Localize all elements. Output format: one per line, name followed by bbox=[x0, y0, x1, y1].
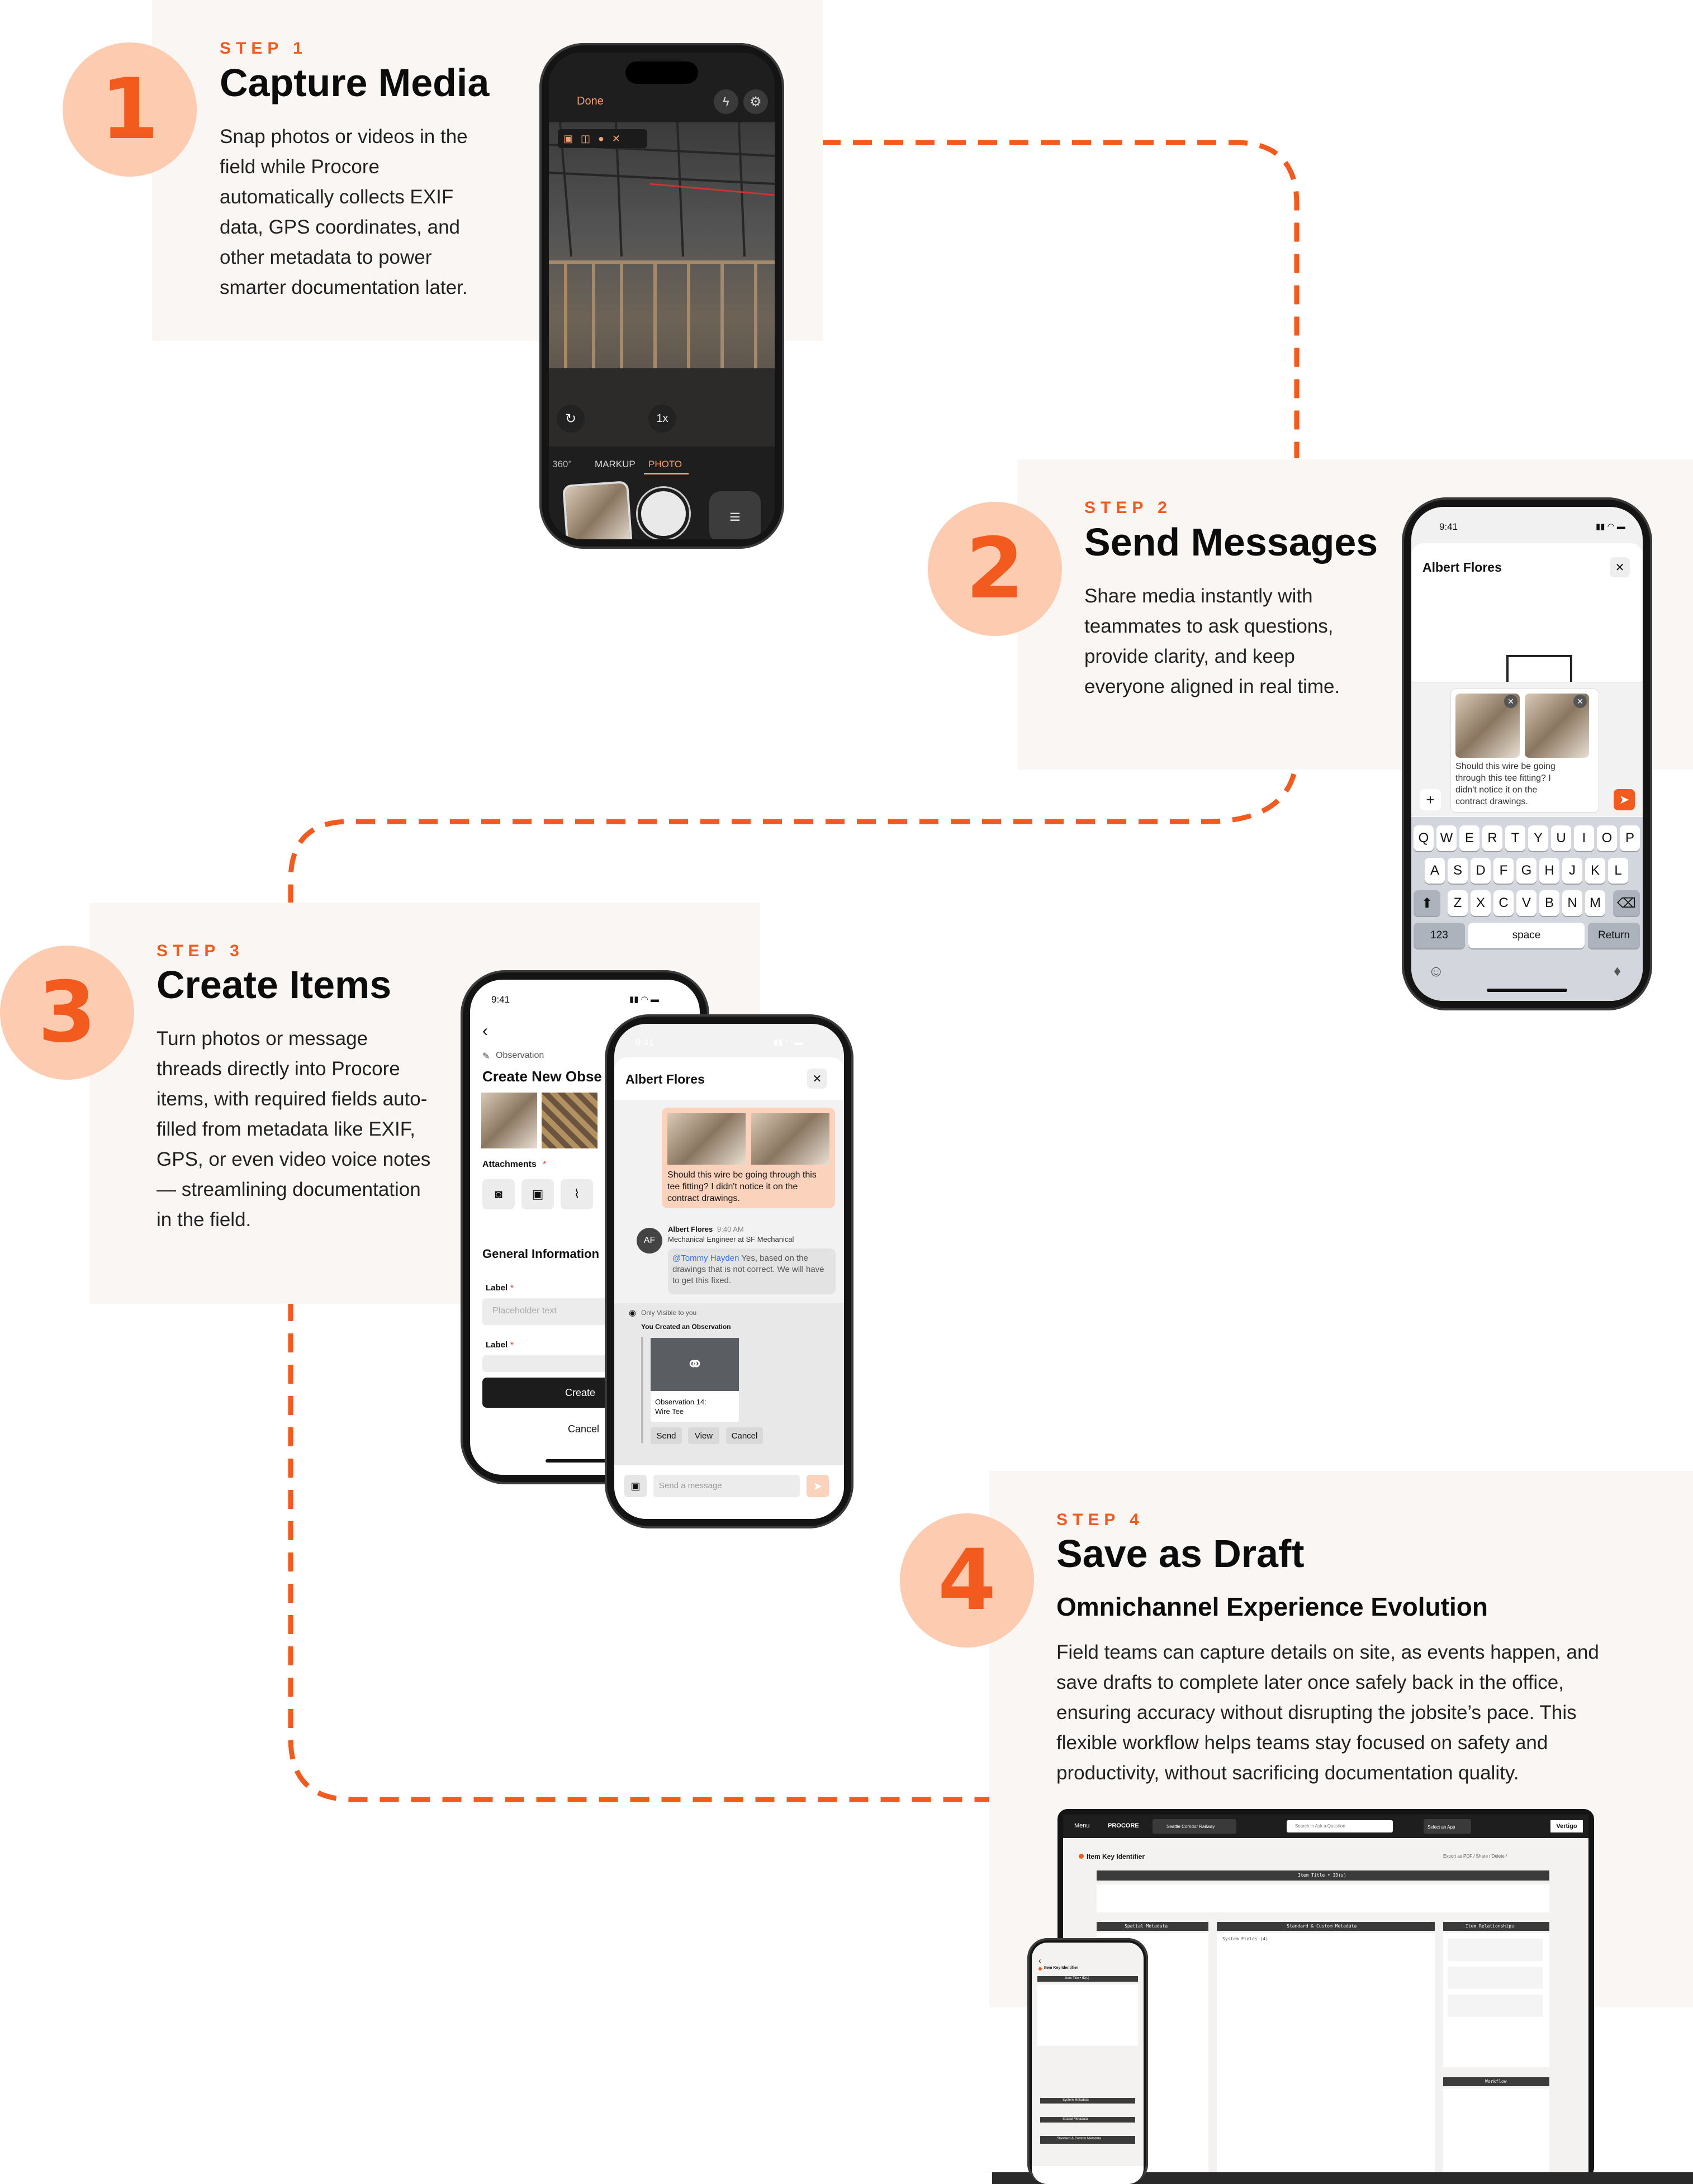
gallery-icon[interactable]: ▣ bbox=[521, 1179, 554, 1209]
observation-chat-phone bbox=[605, 1014, 853, 1528]
search-placeholder: Search in Ask a Question bbox=[1295, 1824, 1345, 1829]
section-heading: General Information bbox=[482, 1247, 600, 1261]
key-l[interactable]: L bbox=[1608, 858, 1628, 884]
step3-number: 3 bbox=[37, 964, 97, 1061]
numbers-key[interactable]: 123 bbox=[1414, 923, 1465, 948]
observation-card-image bbox=[651, 1338, 739, 1391]
view-action-button[interactable]: View bbox=[688, 1427, 719, 1444]
step4-number: 4 bbox=[937, 1532, 997, 1629]
step3-title: Create Items bbox=[157, 963, 392, 1006]
step1-title: Capture Media bbox=[220, 61, 490, 105]
breadcrumb[interactable]: Observation bbox=[496, 1051, 544, 1060]
step3-label: STEP 3 bbox=[157, 942, 244, 960]
key-v[interactable]: V bbox=[1516, 890, 1536, 916]
status-icons: ▮▮ ◠ ▬ bbox=[774, 1038, 803, 1047]
remove-attachment-icon[interactable]: ✕ bbox=[1504, 695, 1517, 708]
key-p[interactable]: P bbox=[1620, 825, 1640, 851]
home-indicator bbox=[1487, 989, 1567, 992]
reply-text: Yes, based on the drawings that is not correct. We will have to get this fixed. bbox=[672, 1254, 824, 1285]
step1-description: Snap photos or videos in the field while Procore automatically collects EXIF data, GPS coordinates, and other metadata to power smarter documentation later. bbox=[220, 126, 468, 298]
avatar: AF bbox=[637, 1228, 662, 1254]
draft-status-dot bbox=[1079, 1854, 1084, 1859]
flip-camera-icon[interactable]: ↻ bbox=[557, 405, 585, 433]
relationship-card[interactable] bbox=[1448, 1939, 1543, 1961]
shift-key[interactable]: ⬆ bbox=[1414, 890, 1440, 916]
step2-number: 2 bbox=[965, 520, 1025, 618]
message-draft-bubble[interactable] bbox=[1450, 689, 1599, 813]
mobile-tab-bar bbox=[1032, 2166, 1144, 2184]
mobile-section-label: Standard & Custom Metadata bbox=[1057, 2137, 1102, 2140]
send-action-button[interactable]: Send bbox=[651, 1427, 682, 1444]
menu-button[interactable]: Menu bbox=[1074, 1822, 1090, 1829]
observation-chat-screen bbox=[614, 1024, 844, 1519]
draft-mobile-phone bbox=[1027, 1938, 1148, 2184]
attachment-photo-1[interactable] bbox=[481, 1093, 537, 1148]
mobile-section-label: Spatial Metadata bbox=[1063, 2117, 1088, 2121]
system-fields-row[interactable]: System Fields (4) bbox=[1222, 1936, 1268, 1941]
key-t[interactable]: T bbox=[1505, 825, 1525, 851]
status-time: 9:41 bbox=[491, 994, 510, 1005]
draft-message-text: Should this wire be going through this tee fitting? I didn't notice it on the contract drawings. bbox=[1455, 762, 1556, 806]
flash-icon[interactable]: ϟ bbox=[714, 89, 738, 114]
key-a[interactable]: A bbox=[1425, 858, 1445, 884]
create-button-label: Create bbox=[565, 1387, 596, 1398]
eye-icon: ◉ bbox=[629, 1308, 637, 1318]
step1-label: STEP 1 bbox=[220, 39, 307, 58]
key-e[interactable]: E bbox=[1459, 825, 1479, 851]
column-header-metadata-text: Standard & Custom Metadata bbox=[1287, 1924, 1357, 1929]
attach-image-icon[interactable]: ▣ bbox=[624, 1475, 647, 1497]
send-icon[interactable]: ➤ bbox=[807, 1475, 829, 1497]
step4-description: Field teams can capture details on site, as events happen, and save drafts to complete later once safely back in the office, ensuring accuracy without disrupting the jobsite’s pace. This flexible workflow helps teams stay focused on safety and productivity, without sacrificing documentation quality. bbox=[1056, 1641, 1599, 1784]
camera-done-button[interactable]: Done bbox=[577, 95, 604, 107]
cancel-action-button[interactable]: Cancel bbox=[726, 1427, 763, 1444]
required-asterisk: * bbox=[510, 1283, 514, 1293]
key-c[interactable]: C bbox=[1493, 890, 1514, 916]
required-asterisk: * bbox=[510, 1340, 514, 1350]
card-stripe bbox=[641, 1337, 643, 1443]
step4-number-circle bbox=[900, 1513, 1034, 1648]
step2-description: Share media instantly with teammates to ask questions, provide clarity, and keep everyone aligned in real time. bbox=[1084, 585, 1340, 697]
remove-attachment-icon[interactable]: ✕ bbox=[1573, 695, 1587, 708]
step1-number-circle bbox=[63, 42, 197, 177]
emoji-icon[interactable]: ☺ bbox=[1428, 962, 1444, 980]
field-label: Label bbox=[486, 1283, 508, 1293]
procore-logo[interactable]: PROCORE bbox=[1108, 1822, 1139, 1829]
status-time: 9:41 bbox=[1439, 521, 1458, 532]
close-icon[interactable]: ✕ bbox=[1610, 557, 1630, 577]
key-m[interactable]: M bbox=[1585, 890, 1605, 916]
messaging-screen bbox=[1411, 507, 1643, 1001]
mode-markup[interactable]: MARKUP bbox=[595, 459, 636, 469]
cancel-button[interactable]: Cancel bbox=[568, 1423, 600, 1435]
status-icons: ▮▮ ◠ ▬ bbox=[1596, 522, 1625, 531]
page-actions[interactable]: Export as PDF / Share / Delete / bbox=[1443, 1854, 1507, 1859]
add-attachment-icon[interactable]: + bbox=[1420, 789, 1441, 810]
key-q[interactable]: Q bbox=[1414, 825, 1434, 851]
mode-photo[interactable]: PHOTO bbox=[648, 459, 682, 469]
project-name: Seattle Corridor Railway bbox=[1166, 1824, 1215, 1829]
key-i[interactable]: I bbox=[1574, 825, 1594, 851]
dynamic-island bbox=[625, 61, 698, 84]
outgoing-message-text: Should this wire be going through this tee fitting? I didn't notice it on the contract drawings. bbox=[667, 1170, 817, 1203]
step2-title: Send Messages bbox=[1084, 520, 1378, 564]
key-n[interactable]: N bbox=[1562, 890, 1582, 916]
camera-screen bbox=[549, 53, 775, 539]
draft-mobile-screen bbox=[1032, 1943, 1144, 2184]
paperclip-icon[interactable]: ⌇ bbox=[561, 1179, 593, 1209]
return-key[interactable]: Return bbox=[1588, 923, 1640, 948]
backspace-key[interactable]: ⌫ bbox=[1613, 890, 1640, 916]
key-g[interactable]: G bbox=[1516, 858, 1536, 884]
workflow-panel bbox=[1443, 2088, 1549, 2172]
observation-tool-icon: ✎ bbox=[482, 1052, 490, 1061]
mobile-page-title: Item Key Identifier bbox=[1044, 1966, 1078, 1970]
mention[interactable]: @Tommy Hayden bbox=[672, 1254, 739, 1263]
step1-number: 1 bbox=[100, 61, 159, 158]
sender-role: Mechanical Engineer at SF Mechanical bbox=[668, 1235, 794, 1243]
menu-icon[interactable]: ≡ bbox=[709, 491, 761, 539]
page-title: Create New Obse bbox=[482, 1068, 602, 1085]
chat-contact-name: Albert Flores bbox=[1422, 560, 1502, 575]
mobile-section-label: System Metadata bbox=[1063, 2098, 1089, 2102]
column-header-relationships-text: Item Relationships bbox=[1466, 1924, 1514, 1929]
company-logo[interactable]: Vertigo bbox=[1550, 1820, 1583, 1832]
step3-number-circle bbox=[0, 946, 134, 1080]
message-photo-2[interactable] bbox=[751, 1113, 829, 1165]
key-h[interactable]: H bbox=[1539, 858, 1559, 884]
viewfinder bbox=[549, 122, 775, 447]
sender-name: Albert Flores bbox=[668, 1225, 713, 1233]
visibility-note: Only Visible to you bbox=[641, 1309, 697, 1317]
key-b[interactable]: B bbox=[1539, 890, 1559, 916]
back-chevron-icon[interactable]: ‹ bbox=[1038, 1956, 1041, 1965]
step3-description: Turn photos or message threads directly into Procore items, with required fields auto-filled from metadata like EXIF, GPS, or even video voice notes — streamlining documentation in the field. bbox=[157, 1028, 431, 1231]
workflow-header-text: Workflow bbox=[1485, 2079, 1507, 2084]
mobile-title-bar-text: Item Title • ID(s) bbox=[1065, 1977, 1089, 1980]
step2-number-circle bbox=[928, 502, 1062, 636]
created-note: You Created an Observation bbox=[641, 1323, 731, 1331]
relationship-card[interactable] bbox=[1448, 1995, 1543, 2017]
last-photo-thumbnail[interactable] bbox=[562, 481, 633, 539]
message-time: 9:40 AM bbox=[717, 1225, 744, 1233]
shutter-button[interactable] bbox=[641, 491, 686, 536]
zoom-button[interactable]: 1x bbox=[648, 405, 676, 433]
key-w[interactable]: W bbox=[1436, 825, 1457, 851]
camera-icon[interactable]: ◙ bbox=[482, 1179, 515, 1209]
key-y[interactable]: Y bbox=[1528, 825, 1548, 851]
key-r[interactable]: R bbox=[1482, 825, 1502, 851]
key-f[interactable]: F bbox=[1493, 858, 1514, 884]
chat-contact-name: Albert Flores bbox=[625, 1072, 705, 1086]
relationship-card[interactable] bbox=[1448, 1967, 1543, 1989]
key-o[interactable]: O bbox=[1597, 825, 1617, 851]
metadata-toolbar bbox=[558, 129, 647, 148]
page-title: Item Key Identifier bbox=[1087, 1853, 1145, 1860]
observation-card-title: Observation 14: Wire Tee bbox=[655, 1398, 706, 1416]
mobile-fields bbox=[1037, 1984, 1138, 2046]
send-icon[interactable]: ➤ bbox=[1614, 789, 1635, 810]
microphone-icon[interactable]: ♦ bbox=[1614, 962, 1621, 979]
app-selector-label: Select an App bbox=[1428, 1825, 1455, 1830]
space-key[interactable]: space bbox=[1468, 923, 1585, 948]
mode-360[interactable]: 360° bbox=[552, 459, 572, 469]
status-icons: ▮▮ ◠ ▬ bbox=[629, 995, 659, 1004]
message-input-placeholder: Send a message bbox=[659, 1481, 722, 1490]
back-chevron-icon[interactable]: ‹ bbox=[482, 1022, 488, 1040]
tools-icon[interactable]: ✕ bbox=[611, 132, 620, 144]
field-label: Label bbox=[486, 1340, 508, 1350]
title-bar-text: Item Title • ID(s) bbox=[1298, 1873, 1346, 1878]
column-header-spatial-text: Spatial Metadata bbox=[1125, 1924, 1168, 1929]
key-x[interactable]: X bbox=[1471, 890, 1491, 916]
draft-status-dot bbox=[1038, 1967, 1042, 1971]
camera-phone bbox=[539, 43, 784, 549]
attachment-photo-2[interactable] bbox=[542, 1093, 597, 1148]
step4-title: Save as Draft bbox=[1056, 1532, 1305, 1575]
status-time: 9:41 bbox=[636, 1037, 655, 1048]
image-icon[interactable]: ▣ bbox=[563, 132, 573, 144]
step2-label: STEP 2 bbox=[1084, 498, 1172, 517]
drawing-icon[interactable]: ◫ bbox=[581, 132, 591, 144]
messaging-phone bbox=[1402, 497, 1652, 1010]
key-s[interactable]: S bbox=[1448, 858, 1468, 884]
location-pin-icon[interactable]: ● bbox=[598, 132, 604, 144]
incoming-message-text bbox=[672, 1253, 832, 1286]
attachments-label: Attachments bbox=[482, 1160, 537, 1169]
close-icon[interactable]: ✕ bbox=[807, 1069, 827, 1089]
settings-gear-icon[interactable]: ⚙ bbox=[743, 89, 768, 114]
text-field-placeholder: Placeholder text bbox=[492, 1306, 557, 1316]
construction-scene bbox=[549, 122, 775, 447]
metadata-panel bbox=[1217, 1933, 1435, 2173]
binoculars-icon: ⚭ bbox=[686, 1353, 704, 1376]
key-j[interactable]: J bbox=[1562, 858, 1582, 884]
required-asterisk: * bbox=[543, 1160, 547, 1169]
step4-subtitle: Omnichannel Experience Evolution bbox=[1056, 1592, 1488, 1621]
key-k[interactable]: K bbox=[1585, 858, 1605, 884]
message-photo-1[interactable] bbox=[667, 1113, 746, 1165]
step4-label: STEP 4 bbox=[1056, 1511, 1144, 1529]
mode-photo-underline bbox=[644, 473, 689, 474]
key-u[interactable]: U bbox=[1551, 825, 1571, 851]
key-z[interactable]: Z bbox=[1448, 890, 1468, 916]
field-row bbox=[1097, 1884, 1549, 1912]
key-d[interactable]: D bbox=[1471, 858, 1491, 884]
